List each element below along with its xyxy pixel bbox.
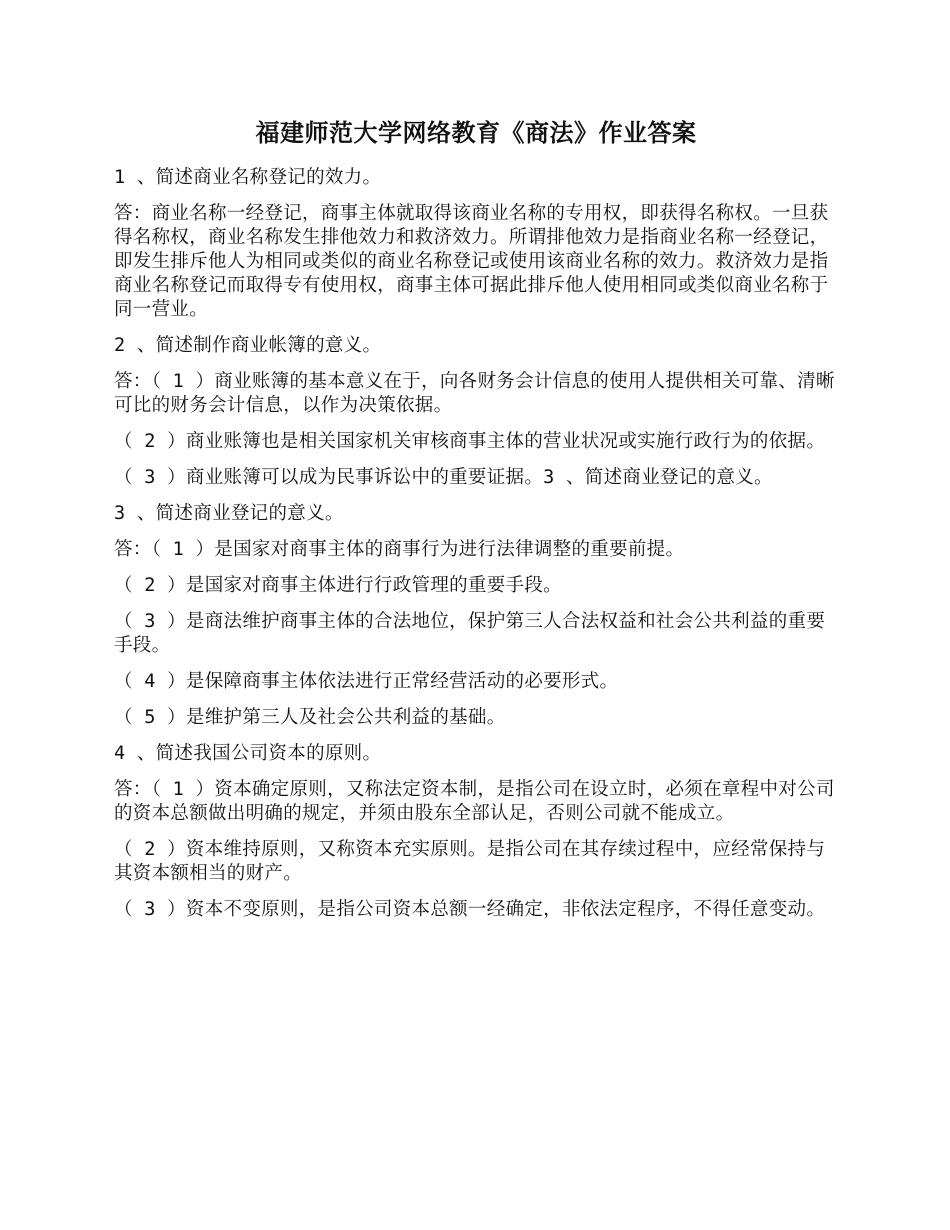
question-1: 1 、简述商业名称登记的效力。 <box>114 167 382 188</box>
answer-2-item-3: （ 3 ）商业账簿可以成为民事诉讼中的重要证据。3 、简述商业登记的意义。 <box>114 467 773 488</box>
answer-4-item-3: （ 3 ）资本不变原则，是指公司资本总额一经确定，非依法定程序，不得任意变动。 <box>114 899 826 920</box>
answer-2-item-1: 答：（ 1 ）商业账簿的基本意义在于，向各财务会计信息的使用人提供相关可靠、清晰可比的财务会计信息，以作为决策依据。 <box>114 371 835 416</box>
answer-3-item-2: （ 2 ）是国家对商事主体进行行政管理的重要手段。 <box>114 575 562 596</box>
answer-3-item-3: （ 3 ）是商法维护商事主体的合法地位，保护第三人合法权益和社会公共利益的重要手段。 <box>114 611 826 656</box>
answer-2-item-2: （ 2 ）商业账簿也是相关国家机关审核商事主体的营业状况或实施行政行为的依据。 <box>114 431 826 452</box>
answer-4-item-1: 答：（ 1 ）资本确定原则，又称法定资本制，是指公司在设立时，必须在章程中对公司的资本总额做出明确的规定，并须由股东全部认足，否则公司就不能成立。 <box>114 779 835 824</box>
answer-1: 答：商业名称一经登记，商事主体就取得该商业名称的专用权，即获得名称权。一旦获得名称权，商业名称发生排他效力和救济效力。所谓排他效力是指商业名称一经登记，即发生排斥他人为相同或类似的商业名称登记或使用该商业名称的效力。救济效力是指商业名称登记而取得专有使用权，商事主体可据此排斥他人使用相同或类似商业名称于同一营业。 <box>114 203 829 320</box>
answer-3-item-1: 答：（ 1 ）是国家对商事主体的商事行为进行法律调整的重要前提。 <box>114 539 685 560</box>
answer-4-item-2: （ 2 ）资本维持原则，又称资本充实原则。是指公司在其存续过程中，应经常保持与其资本额相当的财产。 <box>114 839 826 884</box>
question-4: 4 、简述我国公司资本的原则。 <box>114 743 382 764</box>
question-2: 2 、简述制作商业帐簿的意义。 <box>114 335 382 356</box>
answer-3-item-5: （ 5 ）是维护第三人及社会公共利益的基础。 <box>114 707 506 728</box>
question-3: 3 、简述商业登记的意义。 <box>114 503 344 524</box>
document-title: 福建师范大学网络教育《商法》作业答案 <box>255 118 697 147</box>
answer-3-item-4: （ 4 ）是保障商事主体依法进行正常经营活动的必要形式。 <box>114 671 619 692</box>
